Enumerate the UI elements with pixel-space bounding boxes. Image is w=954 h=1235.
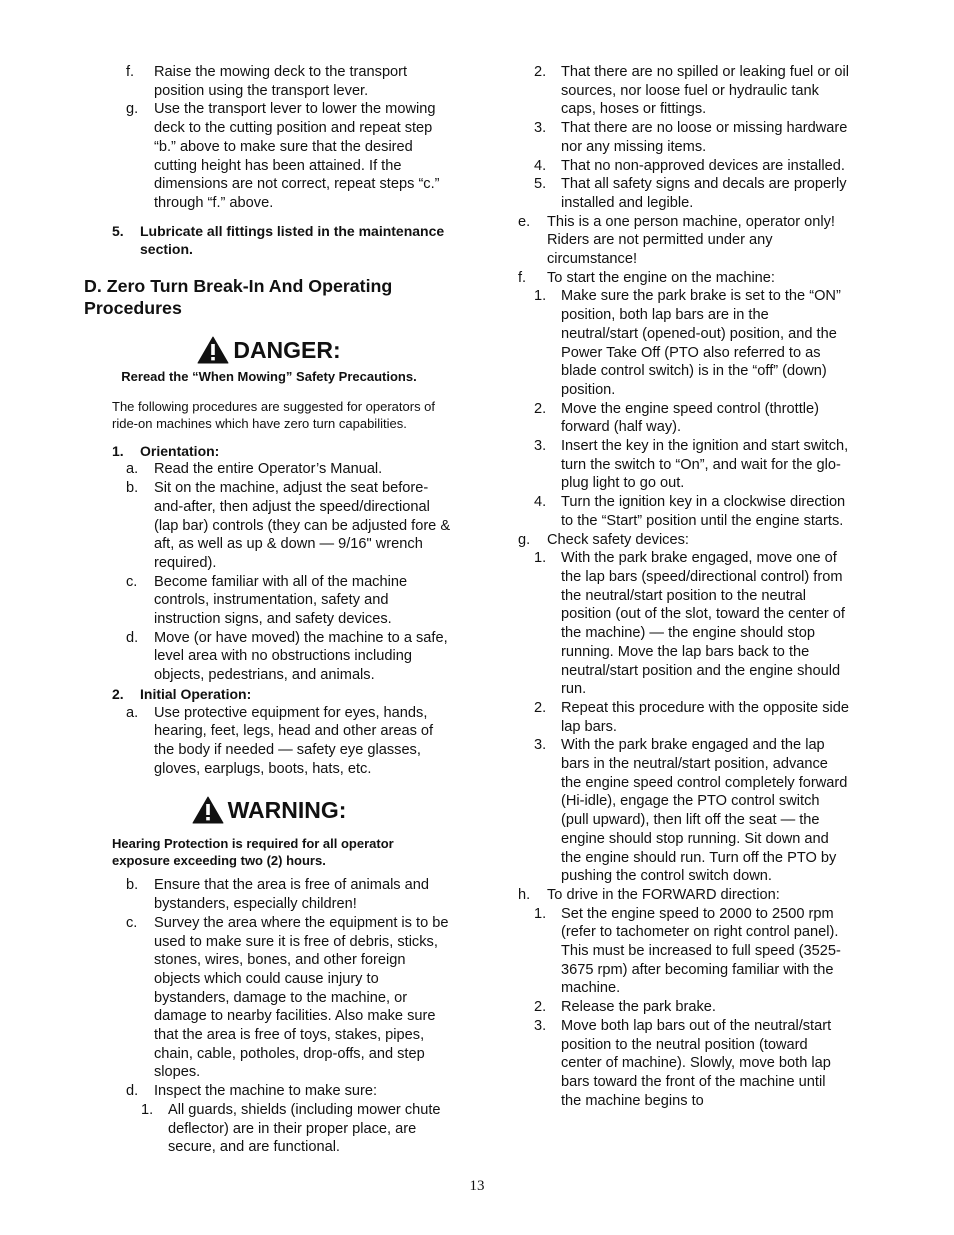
warning-subtext: Hearing Protection is required for all operator exposure exceeding two (2) hours. xyxy=(112,836,394,869)
list-item-text: Ensure that the area is free of animals and bystanders, especially children! xyxy=(154,877,430,913)
list-marker: 1. xyxy=(534,288,547,305)
list-item xyxy=(509,213,849,269)
list-item-text: To drive in the FORWARD direction: xyxy=(547,886,780,903)
item-g xyxy=(509,531,849,550)
warning-triangle-icon xyxy=(197,336,229,364)
list-item xyxy=(509,699,849,736)
list-item xyxy=(509,1017,849,1111)
section-title: D. Zero Turn Break-In And Operating Procedures xyxy=(84,276,393,319)
list-item xyxy=(509,175,849,212)
list-item xyxy=(84,460,454,479)
list-item xyxy=(84,573,454,629)
list-marker: 4. xyxy=(534,494,547,511)
list-item-text: Release the park brake. xyxy=(561,999,716,1016)
list-item xyxy=(509,905,849,999)
initial-list-continued xyxy=(84,876,454,1100)
safety-check-steps xyxy=(509,549,849,886)
list-item-text: That there are no loose or missing hardware nor any missing items. xyxy=(561,120,848,155)
list-marker: 2. xyxy=(534,699,547,716)
list-item-text: Raise the mowing deck to the transport position using the transport lever. xyxy=(154,64,408,99)
step-5 xyxy=(84,222,454,259)
list-marker: 3. xyxy=(534,1017,547,1034)
list-marker: 1. xyxy=(534,550,547,567)
orientation-marker: 1. xyxy=(112,442,124,459)
danger-label: DANGER: xyxy=(233,336,341,363)
danger-header xyxy=(84,336,454,364)
list-marker: 2. xyxy=(534,400,547,417)
list-marker: f. xyxy=(126,64,135,80)
warning-triangle-icon xyxy=(192,796,224,824)
list-item-text: With the park brake engaged, move one of the lap bars (speed/directional control) from the neutral/start position to the neutral position (out of the slot, toward the center of the machine) — the engine should stop running. Move the lap bars back to the neutral/start position and the engine should run. xyxy=(561,550,845,698)
step-5-marker: 5. xyxy=(112,222,124,239)
list-marker: e. xyxy=(518,213,531,230)
list-item xyxy=(509,119,849,156)
list-marker: h. xyxy=(518,886,531,903)
list-item-text: Inspect the machine to make sure: xyxy=(154,1083,378,1100)
list-item-text: This is a one person machine, operator only! Riders are not permitted under any circumstance! xyxy=(547,213,835,268)
list-item xyxy=(84,1082,454,1101)
orientation-heading xyxy=(84,442,454,461)
list-item-text: That all safety signs and decals are properly installed and legible. xyxy=(561,176,847,211)
list-item xyxy=(84,1101,454,1157)
left-column xyxy=(84,63,454,1157)
list-marker: g. xyxy=(126,101,139,118)
list-item-text: With the park brake engaged and the lap bars in the neutral/start position, advance the engine speed control completely forward (Hi-idle), engage the PTO control switch (pull upward), then lift off the seat — the engine should stop running. Sit down and the engine should run. Turn off the PTO by pushing the control switch down. xyxy=(561,737,848,885)
list-item xyxy=(509,549,849,699)
list-marker: 2. xyxy=(534,999,547,1016)
page-number: 13 xyxy=(469,1178,485,1194)
list-item xyxy=(509,493,849,530)
list-item xyxy=(509,886,849,905)
list-item-text: Make sure the park brake is set to the “ON” position, both lap bars are in the neutral/start (opened-out) position, and the Power Take Off (PTO also referred to as blade control switch) is in the “off” (down) position. xyxy=(561,288,841,398)
list-marker: 3. xyxy=(534,438,547,455)
list-marker: 3. xyxy=(534,120,547,137)
list-item-text: That there are no spilled or leaking fuel or oil sources, nor loose fuel or hydraulic tank caps, hoses or fittings. xyxy=(561,64,849,118)
list-marker: a. xyxy=(126,704,139,721)
list-item xyxy=(509,269,849,288)
orientation-title: Orientation: xyxy=(140,442,220,459)
list-marker: d. xyxy=(126,1083,139,1100)
list-marker: b. xyxy=(126,480,139,497)
list-item-text: Read the entire Operator’s Manual. xyxy=(154,461,383,478)
list-item xyxy=(84,100,454,212)
list-marker: c. xyxy=(126,914,138,931)
list-item-text: Use the transport lever to lower the mowing deck to the cutting position and repeat step “b.” above to make sure that the desired cutting height has been attained. If the dimensions are not correct, repeat steps “c.” through “f.” above. xyxy=(154,101,440,211)
start-engine-steps xyxy=(509,287,849,530)
list-item xyxy=(509,736,849,886)
list-marker: b. xyxy=(126,877,139,894)
warning-label: WARNING: xyxy=(227,797,347,824)
inspect-sublist xyxy=(84,1101,454,1157)
list-item xyxy=(84,914,454,1082)
list-item xyxy=(84,704,454,779)
list-item-text: Repeat this procedure with the opposite side lap bars. xyxy=(561,699,849,735)
list-item xyxy=(509,287,849,399)
item-f xyxy=(509,269,849,288)
list-marker: g. xyxy=(518,531,531,548)
initial-heading xyxy=(84,685,454,704)
list-item xyxy=(509,998,849,1017)
item-h xyxy=(509,886,849,905)
list-item-text: Move the engine speed control (throttle) forward (half way). xyxy=(561,400,819,436)
list-item xyxy=(509,157,849,176)
initial-title: Initial Operation: xyxy=(140,685,252,702)
initial-list xyxy=(84,704,454,779)
list-marker: d. xyxy=(126,629,139,646)
top-list xyxy=(84,63,454,213)
right-column xyxy=(509,63,849,1110)
intro-text: The following procedures are suggested for operators of ride-on machines which have zero turn capabilities. xyxy=(112,398,436,431)
inspect-sublist-continued xyxy=(509,63,849,213)
orientation-list xyxy=(84,460,454,684)
list-marker: 4. xyxy=(534,157,547,174)
list-item-text: Move both lap bars out of the neutral/start position to the neutral position (toward center of machine). Slowly, move both lap bars toward the front of the machine until the machine begins to xyxy=(561,1017,832,1109)
list-item-text: Set the engine speed to 2000 to 2500 rpm (refer to tachometer on right control panel). This must be increased to full speed (3525-3675 rpm) after becoming familiar with the machine. xyxy=(561,905,841,997)
list-item-text: Sit on the machine, adjust the seat before-and-after, then adjust the speed/directional (lap bar) controls (they can be adjusted fore & aft, as well as up & down — 9/16" wrench required). xyxy=(154,480,451,571)
forward-drive-steps xyxy=(509,905,849,1111)
list-marker: a. xyxy=(126,461,139,478)
list-marker: f. xyxy=(518,269,527,286)
list-item xyxy=(84,629,454,685)
list-marker: 1. xyxy=(141,1101,154,1118)
list-item xyxy=(84,479,454,573)
list-item-text: Insert the key in the ignition and start switch, turn the switch to “On”, and wait for the glo-plug light to go out. xyxy=(561,438,849,492)
list-item-text: Become familiar with all of the machine controls, instrumentation, safety and instruction signs, and safety devices. xyxy=(154,573,408,628)
list-item xyxy=(509,437,849,493)
list-item xyxy=(84,876,454,913)
list-marker: 3. xyxy=(534,737,547,754)
list-item-text: Survey the area where the equipment is to be used to make sure it is free of debris, sticks, stones, wires, bones, and other foreign objects which could cause injury to bystanders, damage to the machine, or damage to nearby facilities. Also make sure that the area is free of toys, stakes, pipes, chain, cable, potholes, drop-offs, and step slopes. xyxy=(154,914,449,1081)
danger-subtext: Reread the “When Mowing” Safety Precautions. xyxy=(121,369,417,385)
list-item xyxy=(509,63,849,119)
list-item-text: Check safety devices: xyxy=(547,531,689,548)
list-item-text: Turn the ignition key in a clockwise direction to the “Start” position until the engine starts. xyxy=(561,494,846,529)
warning-header xyxy=(84,796,454,824)
list-item xyxy=(84,63,454,100)
list-item-text: Use protective equipment for eyes, hands, hearing, feet, legs, head and other areas of the body if needed — safety eye glasses, gloves, earplugs, boots, hats, etc. xyxy=(154,704,434,777)
list-item-text: To start the engine on the machine: xyxy=(547,269,775,286)
list-marker: 5. xyxy=(534,176,547,193)
list-item-text: All guards, shields (including mower chute deflector) are in their proper place, are secure, and are functional. xyxy=(168,1101,441,1156)
initial-marker: 2. xyxy=(112,685,124,702)
list-item-text: That no non-approved devices are installed. xyxy=(561,157,845,174)
list-marker: 2. xyxy=(534,64,547,80)
item-e xyxy=(509,213,849,269)
step-5-text: Lubricate all fittings listed in the maintenance section. xyxy=(140,222,445,258)
list-item-text: Move (or have moved) the machine to a safe, level area with no obstructions including objects, pedestrians, and animals. xyxy=(154,629,448,684)
list-item xyxy=(509,531,849,550)
list-marker: c. xyxy=(126,573,138,590)
list-item xyxy=(509,400,849,437)
list-marker: 1. xyxy=(534,905,547,922)
